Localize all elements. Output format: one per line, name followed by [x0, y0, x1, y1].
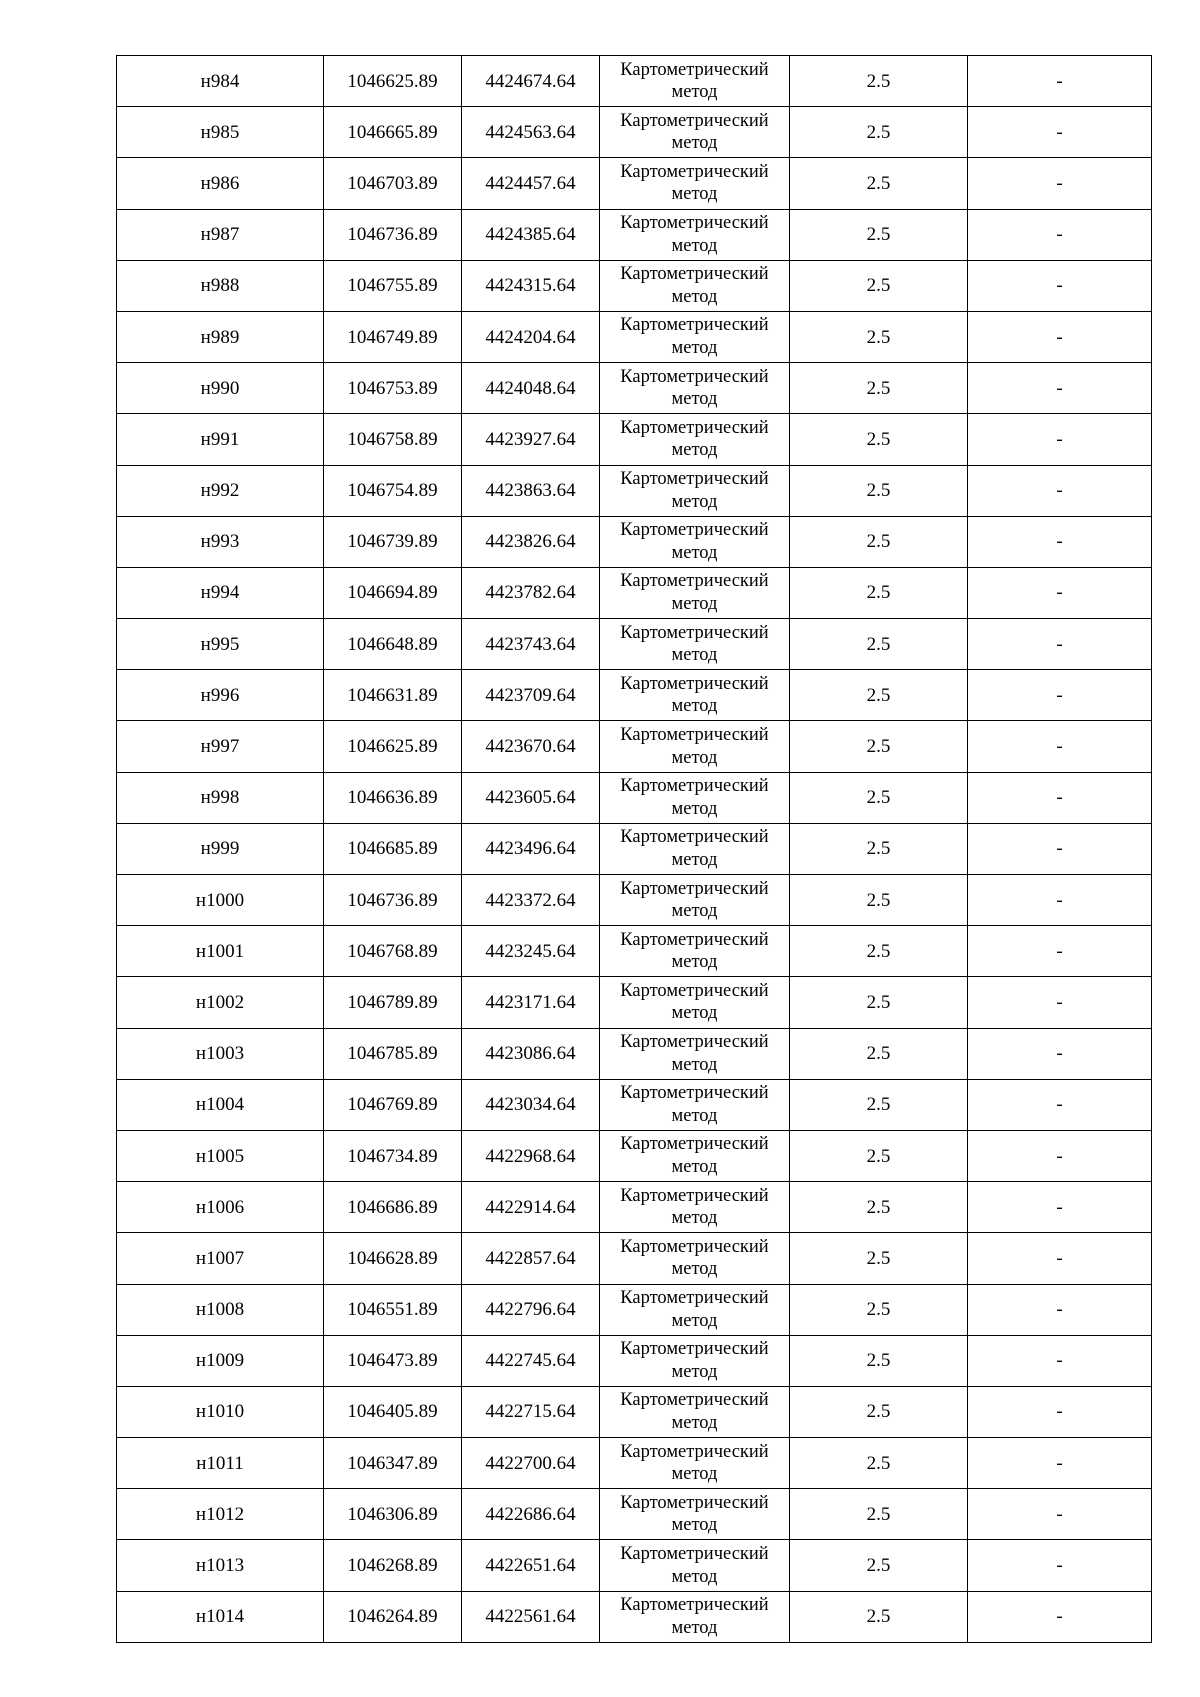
note-cell: -: [968, 619, 1152, 670]
method-cell: Картометрический метод: [600, 311, 790, 362]
y-coordinate-cell: 4422700.64: [462, 1438, 600, 1489]
x-coordinate-cell: 1046755.89: [324, 260, 462, 311]
y-coordinate-cell: 4423670.64: [462, 721, 600, 772]
table-row: [117, 311, 1152, 362]
accuracy-cell: 2.5: [790, 1079, 968, 1130]
accuracy-cell: 2.5: [790, 158, 968, 209]
method-cell: Картометрический метод: [600, 56, 790, 107]
table-row: [117, 260, 1152, 311]
table-row: [117, 619, 1152, 670]
accuracy-cell: 2.5: [790, 977, 968, 1028]
x-coordinate-cell: 1046268.89: [324, 1540, 462, 1591]
point-number-cell: н993: [117, 516, 324, 567]
method-cell: Картометрический метод: [600, 260, 790, 311]
note-cell: -: [968, 1540, 1152, 1591]
note-cell: -: [968, 772, 1152, 823]
note-cell: -: [968, 1335, 1152, 1386]
accuracy-cell: 2.5: [790, 1591, 968, 1642]
method-cell: Картометрический метод: [600, 107, 790, 158]
point-number-cell: н1008: [117, 1284, 324, 1335]
table-row: [117, 56, 1152, 107]
x-coordinate-cell: 1046754.89: [324, 465, 462, 516]
x-coordinate-cell: 1046625.89: [324, 721, 462, 772]
x-coordinate-cell: 1046631.89: [324, 670, 462, 721]
x-coordinate-cell: 1046648.89: [324, 619, 462, 670]
point-number-cell: н1013: [117, 1540, 324, 1591]
y-coordinate-cell: 4424315.64: [462, 260, 600, 311]
coordinates-table: [116, 55, 1152, 1643]
accuracy-cell: 2.5: [790, 670, 968, 721]
method-cell: Картометрический метод: [600, 721, 790, 772]
point-number-cell: н1014: [117, 1591, 324, 1642]
table-row: [117, 158, 1152, 209]
method-cell: Картометрический метод: [600, 158, 790, 209]
accuracy-cell: 2.5: [790, 1335, 968, 1386]
point-number-cell: н1010: [117, 1386, 324, 1437]
method-cell: Картометрический метод: [600, 772, 790, 823]
table-row: [117, 209, 1152, 260]
method-cell: Картометрический метод: [600, 926, 790, 977]
y-coordinate-cell: 4422857.64: [462, 1233, 600, 1284]
note-cell: -: [968, 158, 1152, 209]
y-coordinate-cell: 4423782.64: [462, 567, 600, 618]
point-number-cell: н992: [117, 465, 324, 516]
note-cell: -: [968, 1438, 1152, 1489]
accuracy-cell: 2.5: [790, 1489, 968, 1540]
x-coordinate-cell: 1046749.89: [324, 311, 462, 362]
note-cell: -: [968, 56, 1152, 107]
point-number-cell: н984: [117, 56, 324, 107]
x-coordinate-cell: 1046789.89: [324, 977, 462, 1028]
table-row: [117, 1130, 1152, 1181]
note-cell: -: [968, 977, 1152, 1028]
table-row: [117, 1540, 1152, 1591]
y-coordinate-cell: 4423086.64: [462, 1028, 600, 1079]
note-cell: -: [968, 363, 1152, 414]
x-coordinate-cell: 1046736.89: [324, 875, 462, 926]
accuracy-cell: 2.5: [790, 56, 968, 107]
x-coordinate-cell: 1046405.89: [324, 1386, 462, 1437]
y-coordinate-cell: 4422914.64: [462, 1182, 600, 1233]
point-number-cell: н998: [117, 772, 324, 823]
coordinates-table-body: [117, 56, 1152, 1643]
method-cell: Картометрический метод: [600, 363, 790, 414]
method-cell: Картометрический метод: [600, 516, 790, 567]
x-coordinate-cell: 1046739.89: [324, 516, 462, 567]
point-number-cell: н1011: [117, 1438, 324, 1489]
method-cell: Картометрический метод: [600, 1284, 790, 1335]
table-row: [117, 1438, 1152, 1489]
table-row: [117, 567, 1152, 618]
table-row: [117, 926, 1152, 977]
note-cell: -: [968, 875, 1152, 926]
point-number-cell: н988: [117, 260, 324, 311]
note-cell: -: [968, 1284, 1152, 1335]
accuracy-cell: 2.5: [790, 1233, 968, 1284]
point-number-cell: н994: [117, 567, 324, 618]
table-row: [117, 363, 1152, 414]
x-coordinate-cell: 1046703.89: [324, 158, 462, 209]
accuracy-cell: 2.5: [790, 260, 968, 311]
point-number-cell: н1012: [117, 1489, 324, 1540]
method-cell: Картометрический метод: [600, 1540, 790, 1591]
point-number-cell: н1004: [117, 1079, 324, 1130]
table-row: [117, 516, 1152, 567]
accuracy-cell: 2.5: [790, 363, 968, 414]
method-cell: Картометрический метод: [600, 1438, 790, 1489]
table-row: [117, 107, 1152, 158]
method-cell: Картометрический метод: [600, 414, 790, 465]
method-cell: Картометрический метод: [600, 1130, 790, 1181]
method-cell: Картометрический метод: [600, 1335, 790, 1386]
accuracy-cell: 2.5: [790, 875, 968, 926]
x-coordinate-cell: 1046636.89: [324, 772, 462, 823]
note-cell: -: [968, 1591, 1152, 1642]
x-coordinate-cell: 1046473.89: [324, 1335, 462, 1386]
y-coordinate-cell: 4423034.64: [462, 1079, 600, 1130]
accuracy-cell: 2.5: [790, 1182, 968, 1233]
table-row: [117, 670, 1152, 721]
method-cell: Картометрический метод: [600, 1028, 790, 1079]
y-coordinate-cell: 4422651.64: [462, 1540, 600, 1591]
note-cell: -: [968, 721, 1152, 772]
note-cell: -: [968, 926, 1152, 977]
y-coordinate-cell: 4423496.64: [462, 823, 600, 874]
table-row: [117, 1182, 1152, 1233]
y-coordinate-cell: 4424048.64: [462, 363, 600, 414]
point-number-cell: н1002: [117, 977, 324, 1028]
method-cell: Картометрический метод: [600, 1079, 790, 1130]
note-cell: -: [968, 1130, 1152, 1181]
accuracy-cell: 2.5: [790, 567, 968, 618]
accuracy-cell: 2.5: [790, 107, 968, 158]
table-row: [117, 772, 1152, 823]
note-cell: -: [968, 260, 1152, 311]
point-number-cell: н985: [117, 107, 324, 158]
y-coordinate-cell: 4423372.64: [462, 875, 600, 926]
point-number-cell: н1009: [117, 1335, 324, 1386]
x-coordinate-cell: 1046665.89: [324, 107, 462, 158]
y-coordinate-cell: 4422968.64: [462, 1130, 600, 1181]
y-coordinate-cell: 4423863.64: [462, 465, 600, 516]
y-coordinate-cell: 4424457.64: [462, 158, 600, 209]
table-row: [117, 1591, 1152, 1642]
table-row: [117, 1386, 1152, 1437]
method-cell: Картометрический метод: [600, 1386, 790, 1437]
x-coordinate-cell: 1046736.89: [324, 209, 462, 260]
accuracy-cell: 2.5: [790, 1438, 968, 1489]
y-coordinate-cell: 4423605.64: [462, 772, 600, 823]
y-coordinate-cell: 4422715.64: [462, 1386, 600, 1437]
point-number-cell: н1007: [117, 1233, 324, 1284]
x-coordinate-cell: 1046694.89: [324, 567, 462, 618]
x-coordinate-cell: 1046306.89: [324, 1489, 462, 1540]
y-coordinate-cell: 4422745.64: [462, 1335, 600, 1386]
x-coordinate-cell: 1046734.89: [324, 1130, 462, 1181]
accuracy-cell: 2.5: [790, 619, 968, 670]
note-cell: -: [968, 670, 1152, 721]
table-row: [117, 977, 1152, 1028]
table-row: [117, 1489, 1152, 1540]
x-coordinate-cell: 1046769.89: [324, 1079, 462, 1130]
y-coordinate-cell: 4422796.64: [462, 1284, 600, 1335]
x-coordinate-cell: 1046347.89: [324, 1438, 462, 1489]
note-cell: -: [968, 1079, 1152, 1130]
y-coordinate-cell: 4424674.64: [462, 56, 600, 107]
method-cell: Картометрический метод: [600, 619, 790, 670]
table-row: [117, 1079, 1152, 1130]
accuracy-cell: 2.5: [790, 1028, 968, 1079]
point-number-cell: н989: [117, 311, 324, 362]
y-coordinate-cell: 4423927.64: [462, 414, 600, 465]
x-coordinate-cell: 1046785.89: [324, 1028, 462, 1079]
point-number-cell: н996: [117, 670, 324, 721]
y-coordinate-cell: 4423709.64: [462, 670, 600, 721]
x-coordinate-cell: 1046628.89: [324, 1233, 462, 1284]
accuracy-cell: 2.5: [790, 465, 968, 516]
note-cell: -: [968, 567, 1152, 618]
method-cell: Картометрический метод: [600, 977, 790, 1028]
note-cell: -: [968, 209, 1152, 260]
table-row: [117, 1233, 1152, 1284]
method-cell: Картометрический метод: [600, 875, 790, 926]
note-cell: -: [968, 107, 1152, 158]
method-cell: Картометрический метод: [600, 1489, 790, 1540]
point-number-cell: н991: [117, 414, 324, 465]
point-number-cell: н1000: [117, 875, 324, 926]
point-number-cell: н1005: [117, 1130, 324, 1181]
note-cell: -: [968, 516, 1152, 567]
y-coordinate-cell: 4424385.64: [462, 209, 600, 260]
point-number-cell: н1003: [117, 1028, 324, 1079]
method-cell: Картометрический метод: [600, 1233, 790, 1284]
y-coordinate-cell: 4422686.64: [462, 1489, 600, 1540]
note-cell: -: [968, 1489, 1152, 1540]
x-coordinate-cell: 1046768.89: [324, 926, 462, 977]
accuracy-cell: 2.5: [790, 772, 968, 823]
y-coordinate-cell: 4423245.64: [462, 926, 600, 977]
table-row: [117, 875, 1152, 926]
x-coordinate-cell: 1046264.89: [324, 1591, 462, 1642]
x-coordinate-cell: 1046753.89: [324, 363, 462, 414]
y-coordinate-cell: 4423171.64: [462, 977, 600, 1028]
table-row: [117, 1028, 1152, 1079]
method-cell: Картометрический метод: [600, 823, 790, 874]
point-number-cell: н997: [117, 721, 324, 772]
table-row: [117, 721, 1152, 772]
accuracy-cell: 2.5: [790, 209, 968, 260]
x-coordinate-cell: 1046686.89: [324, 1182, 462, 1233]
accuracy-cell: 2.5: [790, 414, 968, 465]
point-number-cell: н986: [117, 158, 324, 209]
accuracy-cell: 2.5: [790, 823, 968, 874]
accuracy-cell: 2.5: [790, 1386, 968, 1437]
point-number-cell: н990: [117, 363, 324, 414]
point-number-cell: н1006: [117, 1182, 324, 1233]
accuracy-cell: 2.5: [790, 1284, 968, 1335]
table-row: [117, 823, 1152, 874]
point-number-cell: н1001: [117, 926, 324, 977]
accuracy-cell: 2.5: [790, 1130, 968, 1181]
note-cell: -: [968, 823, 1152, 874]
y-coordinate-cell: 4424204.64: [462, 311, 600, 362]
accuracy-cell: 2.5: [790, 311, 968, 362]
table-row: [117, 414, 1152, 465]
y-coordinate-cell: 4424563.64: [462, 107, 600, 158]
note-cell: -: [968, 465, 1152, 516]
table-row: [117, 465, 1152, 516]
accuracy-cell: 2.5: [790, 1540, 968, 1591]
point-number-cell: н987: [117, 209, 324, 260]
note-cell: -: [968, 311, 1152, 362]
y-coordinate-cell: 4423743.64: [462, 619, 600, 670]
method-cell: Картометрический метод: [600, 670, 790, 721]
method-cell: Картометрический метод: [600, 465, 790, 516]
method-cell: Картометрический метод: [600, 1591, 790, 1642]
method-cell: Картометрический метод: [600, 1182, 790, 1233]
x-coordinate-cell: 1046551.89: [324, 1284, 462, 1335]
y-coordinate-cell: 4423826.64: [462, 516, 600, 567]
accuracy-cell: 2.5: [790, 721, 968, 772]
note-cell: -: [968, 1028, 1152, 1079]
y-coordinate-cell: 4422561.64: [462, 1591, 600, 1642]
note-cell: -: [968, 1233, 1152, 1284]
table-row: [117, 1284, 1152, 1335]
point-number-cell: н999: [117, 823, 324, 874]
note-cell: -: [968, 1386, 1152, 1437]
method-cell: Картометрический метод: [600, 209, 790, 260]
method-cell: Картометрический метод: [600, 567, 790, 618]
x-coordinate-cell: 1046625.89: [324, 56, 462, 107]
point-number-cell: н995: [117, 619, 324, 670]
table-row: [117, 1335, 1152, 1386]
x-coordinate-cell: 1046685.89: [324, 823, 462, 874]
note-cell: -: [968, 414, 1152, 465]
accuracy-cell: 2.5: [790, 926, 968, 977]
accuracy-cell: 2.5: [790, 516, 968, 567]
note-cell: -: [968, 1182, 1152, 1233]
x-coordinate-cell: 1046758.89: [324, 414, 462, 465]
